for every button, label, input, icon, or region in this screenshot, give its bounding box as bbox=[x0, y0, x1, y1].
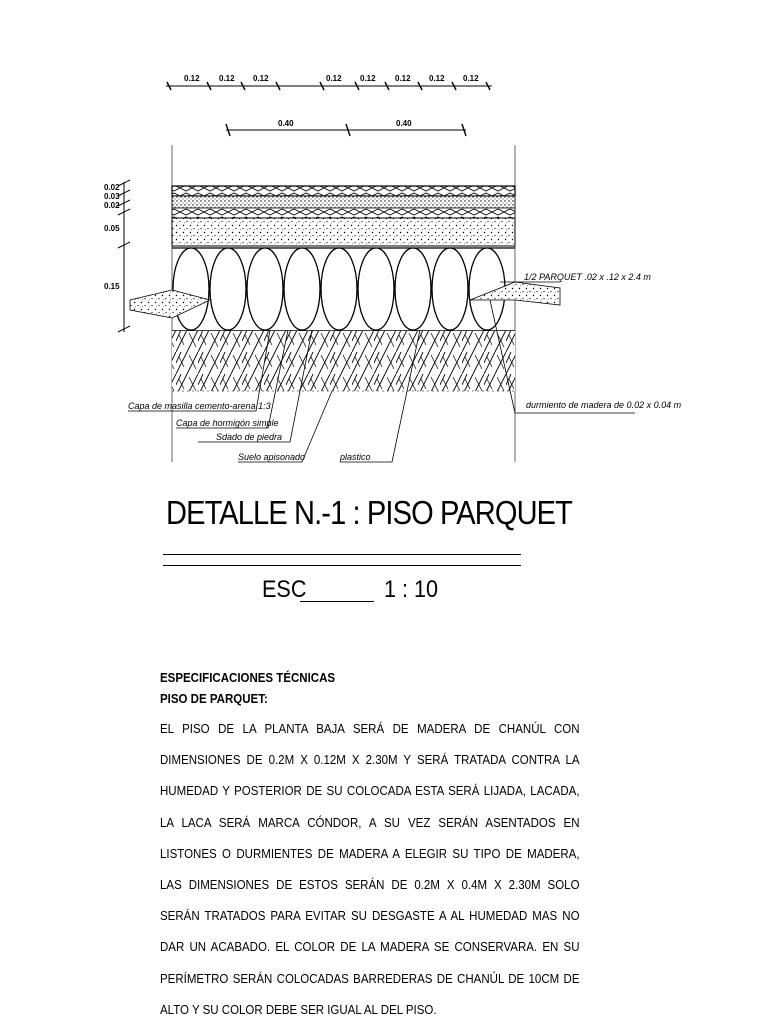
dim-top-1: 0.12 bbox=[184, 74, 200, 83]
stone-layer bbox=[173, 248, 505, 330]
specifications-block bbox=[160, 668, 580, 1026]
dim-top-2: 0.12 bbox=[219, 74, 235, 83]
specs-subheading: PISO DE PARQUET: bbox=[160, 692, 268, 706]
mortar-layer bbox=[172, 196, 515, 208]
top-dimension-chain bbox=[166, 82, 492, 90]
scale-value: 1 : 10 bbox=[384, 576, 439, 603]
dim-top-7: 0.12 bbox=[429, 74, 445, 83]
dim-top-5: 0.12 bbox=[360, 74, 376, 83]
label-durmiente: durmiento de madera de 0.02 x 0.04 m bbox=[526, 400, 682, 410]
dim-top-3: 0.12 bbox=[253, 74, 269, 83]
dim-top-4: 0.12 bbox=[326, 74, 342, 83]
left-dimension-chain bbox=[118, 180, 130, 332]
label-hormigon: Capa de hormigón simple bbox=[176, 418, 279, 428]
dim-left-5: 0.15 bbox=[104, 282, 120, 291]
label-plastico: plastico bbox=[340, 452, 371, 462]
dim-top-6: 0.12 bbox=[395, 74, 411, 83]
wood-batten-layer bbox=[172, 208, 515, 218]
label-parquet: 1/2 PARQUET .02 x .12 x 2.4 m bbox=[524, 272, 651, 282]
label-piedra: Sdado de piedra bbox=[216, 432, 283, 442]
concrete-layer bbox=[172, 218, 515, 246]
dim-mid-2: 0.40 bbox=[396, 119, 412, 128]
label-suelo: Suelo apisonado bbox=[238, 452, 306, 462]
scale-label: ESC bbox=[262, 576, 307, 603]
dim-left-3: 0.02 bbox=[104, 201, 120, 210]
dim-left-4: 0.05 bbox=[104, 224, 120, 233]
floor-section-drawing bbox=[0, 0, 768, 480]
label-mortero: Capa de masilla cemento-arena 1:3 bbox=[128, 401, 271, 411]
specs-heading: ESPECIFICACIONES TÉCNICAS bbox=[160, 671, 336, 685]
title-underline bbox=[163, 554, 521, 566]
parquet-layer bbox=[172, 186, 515, 196]
dim-mid-1: 0.40 bbox=[278, 119, 294, 128]
specs-body: EL PISO DE LA PLANTA BAJA SERÁ DE MADERA DE CHANÚL CON DIMENSIONES DE 0.2M X 0.12M X 2.30M Y SERÁ TRATADA CONTRA LA HUMEDAD Y POSTERIOR DE SU COLOCADA ESTA SERÁ LIJADA, LACADA, LA LACA SERÁ MARCA CÓNDOR, A SU VEZ SERÁN ASENTADOS EN LISTONES O DURMIENTES DE MADERA A ELEGIR SU TIPO DE MADERA, LAS DIMENSIONES DE ESTOS SERÁN DE 0.2M X 0.4M X 2.30M SOLO SERÁN TRATADOS PARA EVITAR SU DESGASTE A AL HUMEDAD MAS NO DAR UN ACABADO. EL COLOR DE LA MADERA SE CONSERVARA. EN SU PERÍMETRO SERÁN COLOCADAS BARREDERAS DE CHANÚL DE 10CM DE ALTO Y SU COLOR DEBE SER IGUAL AL DEL PISO. bbox=[160, 722, 580, 1017]
dim-left-1: 0.02 bbox=[104, 183, 120, 192]
dim-top-8: 0.12 bbox=[463, 74, 479, 83]
detail-title: DETALLE N.-1 : PISO PARQUET bbox=[166, 494, 573, 531]
scale-line bbox=[300, 601, 374, 602]
dim-left-2: 0.03 bbox=[104, 192, 120, 201]
mid-dimension-chain bbox=[226, 124, 466, 136]
compacted-soil bbox=[172, 331, 515, 391]
